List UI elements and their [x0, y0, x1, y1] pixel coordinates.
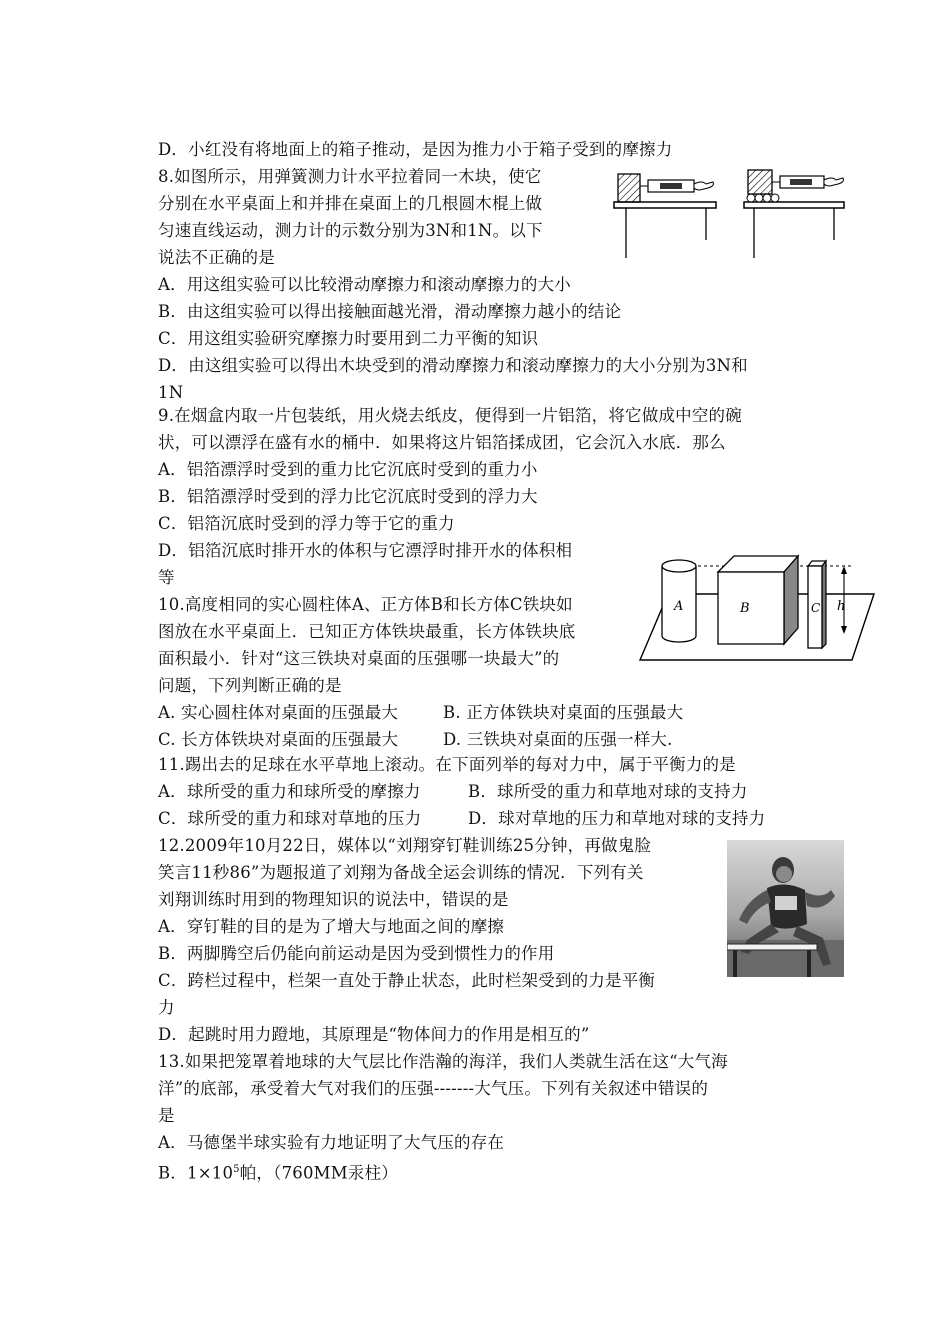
q10-stem-line-1: 10.高度相同的实心圆柱体A、正方体B和长方体C铁块如 — [158, 595, 573, 614]
q13-option-a: A．马德堡半球实验有力地证明了大气压的存在 — [158, 1133, 505, 1152]
q8-stem-line-2: 分别在水平桌面上和并排在桌面上的几根圆木棍上做 — [158, 194, 543, 213]
q10-stem-line-4: 问题，下列判断正确的是 — [158, 676, 342, 695]
q10-option-a: A. 实心圆柱体对桌面的压强最大 — [158, 703, 399, 722]
q12-option-b: B．两脚腾空后仍能向前运动是因为受到惯性力的作用 — [158, 944, 555, 963]
q8-stem-line-3: 匀速直线运动，测力计的示数分别为3N和1N。以下 — [158, 221, 543, 240]
q10-option-d: D. 三铁块对桌面的压强一样大. — [443, 730, 673, 749]
q9-option-b: B．铝箔漂浮时受到的浮力比它沉底时受到的浮力大 — [158, 487, 538, 506]
q9-stem-line-1: 9.在烟盒内取一片包装纸，用火烧去纸皮，便得到一片铝箔，将它做成中空的碗 — [158, 406, 742, 425]
q13-stem-line-2: 洋”的底部，承受着大气对我们的压强-------大气压。下列有关叙述中错误的 — [158, 1079, 709, 1098]
q12-stem-line-2: 笑言11秒86”为题报道了刘翔为备战全运会训练的情况．下列有关 — [158, 863, 644, 882]
q8-stem-line-4: 说法不正确的是 — [158, 248, 275, 267]
q10-label-h: h — [837, 599, 846, 614]
q12-option-c-line-2: 力 — [158, 998, 175, 1017]
q9-stem-line-2: 状，可以漂浮在盛有水的桶中．如果将这片铝箔揉成团，它会沉入水底．那么 — [158, 433, 726, 452]
q8-option-b: B．由这组实验可以得出接触面越光滑，滑动摩擦力越小的结论 — [158, 302, 622, 321]
q10-cuboid-c — [808, 561, 826, 648]
q10-cylinder-a — [662, 560, 696, 642]
q10-label-c: C — [811, 601, 821, 615]
q13-option-b-base: B．1×10 — [158, 1163, 234, 1183]
q9-option-d-line-1: D．铝箔沉底时排开水的体积与它漂浮时排开水的体积相 — [158, 541, 573, 560]
q13-stem-line-3: 是 — [158, 1106, 175, 1125]
q10-stem-line-3: 面积最小．针对“这三铁块对桌面的压强哪一块最大”的 — [158, 649, 560, 668]
q11-option-b: B．球所受的重力和草地对球的支持力 — [468, 782, 748, 801]
q10-label-a: A — [674, 599, 684, 614]
q8-stem-line-1: 8.如图所示，用弹簧测力计水平拉着同一木块，使它 — [158, 167, 542, 186]
q13-option-b — [158, 1159, 398, 1185]
q9-option-d-line-2: 等 — [158, 568, 175, 587]
q12-option-d: D．起跳时用力蹬地，其原理是“物体间力的作用是相互的” — [158, 1025, 590, 1044]
q10-blocks-figure — [638, 548, 878, 666]
q10-label-b: B — [740, 601, 750, 616]
q8-friction-figure — [610, 160, 850, 260]
q10-option-b: B. 正方体铁块对桌面的压强最大 — [443, 703, 684, 722]
q8-option-d-line-2: 1N — [158, 383, 184, 402]
q10-cube-b — [718, 556, 798, 644]
q12-stem-line-3: 刘翔训练时用到的物理知识的说法中，错误的是 — [158, 890, 509, 909]
q13-option-b-rest: 帕，（760MM汞柱） — [239, 1163, 398, 1183]
q9-option-a: A．铝箔漂浮时受到的重力比它沉底时受到的重力小 — [158, 460, 538, 479]
q9-option-c: C．铝箔沉底时受到的浮力等于它的重力 — [158, 514, 455, 533]
q8-table-left — [614, 174, 716, 258]
q11-option-c: C．球所受的重力和球对草地的压力 — [158, 809, 422, 828]
q12-option-a: A．穿钉鞋的目的是为了增大与地面之间的摩擦 — [158, 917, 505, 936]
q10-option-c: C. 长方体铁块对桌面的压强最大 — [158, 730, 399, 749]
hurdler-photo — [727, 840, 844, 977]
q8-option-c: C．用这组实验研究摩擦力时要用到二力平衡的知识 — [158, 329, 539, 348]
q11-option-a: A．球所受的重力和球所受的摩擦力 — [158, 782, 421, 801]
q8-option-d-line-1: D．由这组实验可以得出木块受到的滑动摩擦力和滚动摩擦力的大小分别为3N和 — [158, 356, 748, 375]
q13-stem-line-1: 13.如果把笼罩着地球的大气层比作浩瀚的海洋，我们人类就生活在这“大气海 — [158, 1052, 728, 1071]
q13-option-b-exponent: 5 — [233, 1164, 240, 1175]
q12-stem-line-1: 12.2009年10月22日，媒体以“刘翔穿钉鞋训练25分钟，再做鬼脸 — [158, 836, 652, 855]
q7-option-d: D．小红没有将地面上的箱子推动，是因为推力小于箱子受到的摩擦力 — [158, 140, 673, 159]
q10-stem-line-2: 图放在水平桌面上．已知正方体铁块最重，长方体铁块底 — [158, 622, 576, 641]
q12-option-c-line-1: C．跨栏过程中，栏架一直处于静止状态，此时栏架受到的力是平衡 — [158, 971, 656, 990]
q11-stem: 11.踢出去的足球在水平草地上滚动。在下面列举的每对力中，属于平衡力的是 — [158, 755, 736, 774]
q8-table-right — [744, 170, 844, 258]
q11-option-d: D．球对草地的压力和草地对球的支持力 — [468, 809, 766, 828]
q8-option-a: A．用这组实验可以比较滑动摩擦力和滚动摩擦力的大小 — [158, 275, 571, 294]
